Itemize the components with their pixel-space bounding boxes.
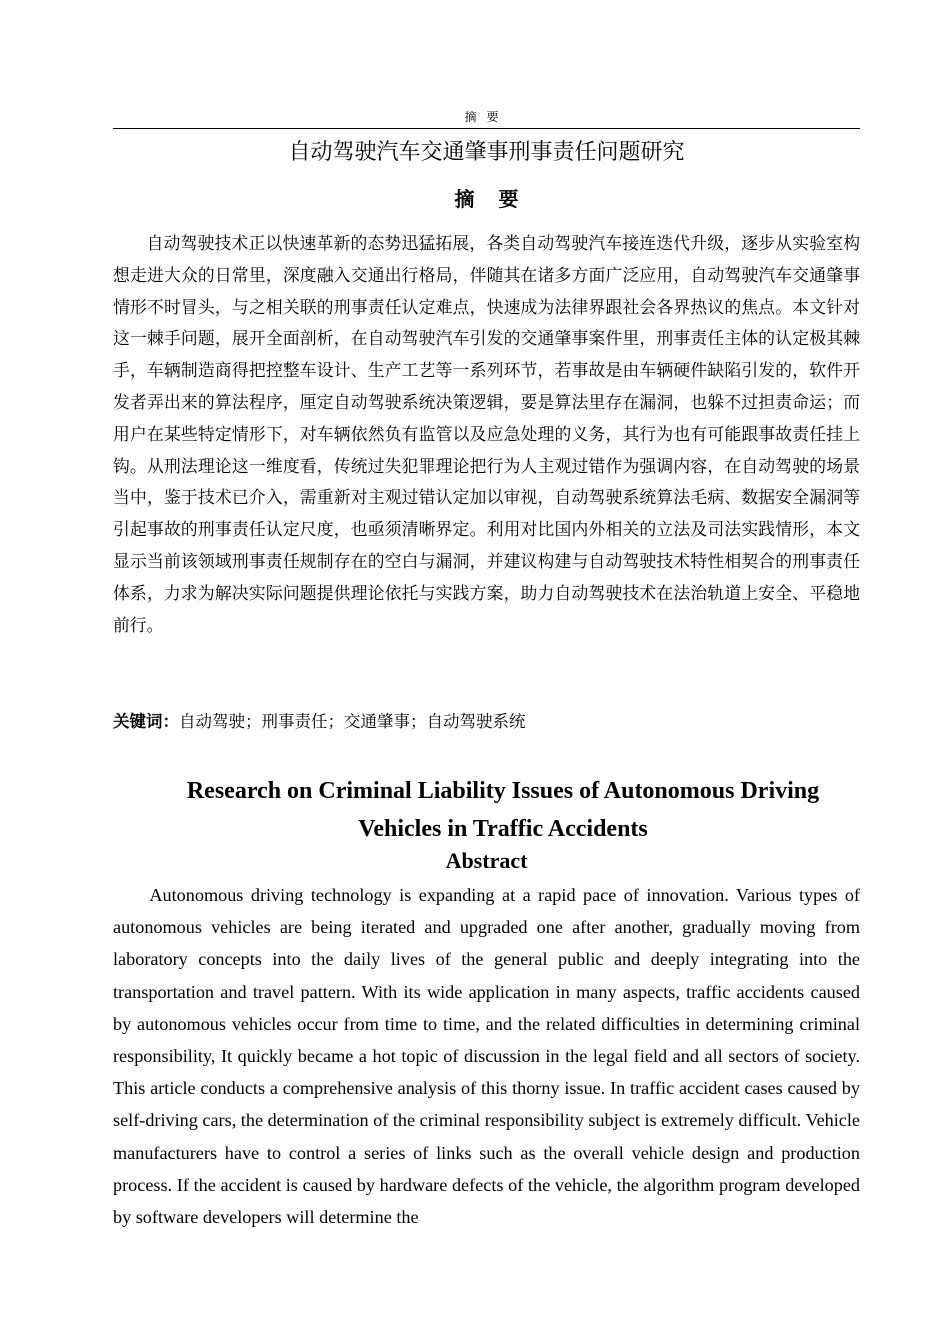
chinese-abstract-heading: 摘要: [454, 187, 543, 211]
keywords-label: 关键词：: [113, 712, 179, 731]
english-title-line-2: Vehicles in Traffic Accidents: [358, 816, 648, 842]
chinese-abstract-body: 自动驾驶技术正以快速革新的态势迅猛拓展，各类自动驾驶汽车接连迭代升级，逐步从实验室构想走进大众的日常里，深度融入交通出行格局，伴随其在诸多方面广泛应用，自动驾驶汽车交通肇事情形不时冒头，与之相关联的刑事责任认定难点，快速成为法律界跟社会各界热议的焦点。本文针对这一棘手问题，展开全面剖析，在自动驾驶汽车引发的交通肇事案件里，刑事责任主体的认定极其棘手，车辆制造商得把控整车设计、生产工艺等一系列环节，若事故是由车辆硬件缺陷引发的，软件开发者弄出来的算法程序，厘定自动驾驶系统决策逻辑，要是算法里存在漏洞，也躲不过担责命运；而用户在某些特定情形下，对车辆依然负有监管以及应急处理的义务，其行为也有可能跟事故责任挂上钩。从刑法理论这一维度看，传统过失犯罪理论把行为人主观过错作为强调内容，在自动驾驶的场景当中，鉴于技术已介入，需重新对主观过错认定加以审视，自动驾驶系统算法毛病、数据安全漏洞等引起事故的刑事责任认定尺度，也亟须清晰界定。利用对比国内外相关的立法及司法实践情形，本文显示当前该领域刑事责任规制存在的空白与漏洞，并建议构建与自动驾驶技术特性相契合的刑事责任体系，力求为解决实际问题提供理论依托与实践方案，助力自动驾驶技术在法治轨道上安全、平稳地前行。: [113, 233, 860, 635]
english-abstract-heading: Abstract: [445, 848, 528, 873]
chinese-keywords: [113, 707, 860, 737]
header-rule: [113, 128, 860, 129]
running-header: 摘要: [464, 110, 509, 124]
english-abstract-body: Autonomous driving technology is expanding at a rapid pace of innovation. Various types of autonomous vehicles are being iterated and upgraded one after another, gradually moving from laboratory concepts into the daily lives of the general public and deeply integrating into the transportation and travel pattern. With its wide application in many aspects, traffic accidents caused by autonomous vehicles occur from time to time, and the related difficulties in determining criminal responsibility, It quickly became a hot topic of discussion in the legal field and all sectors of society. This article conducts a comprehensive analysis of this thorny issue. In traffic accident cases caused by self-driving cars, the determination of the criminal responsibility subject is extremely difficult. Vehicle manufacturers have to control a series of links such as the overall vehicle design and production process. If the accident is caused by hardware defects of the vehicle, the algorithm program developed by software developers will determine the: [113, 885, 860, 1228]
chinese-title: 自动驾驶汽车交通肇事刑事责任问题研究: [288, 140, 685, 165]
english-title: [113, 772, 893, 848]
english-title-line-1: Research on Criminal Liability Issues of Autonomous Driving: [186, 778, 820, 804]
keywords-list: 自动驾驶；刑事责任；交通肇事；自动驾驶系统: [179, 712, 526, 731]
